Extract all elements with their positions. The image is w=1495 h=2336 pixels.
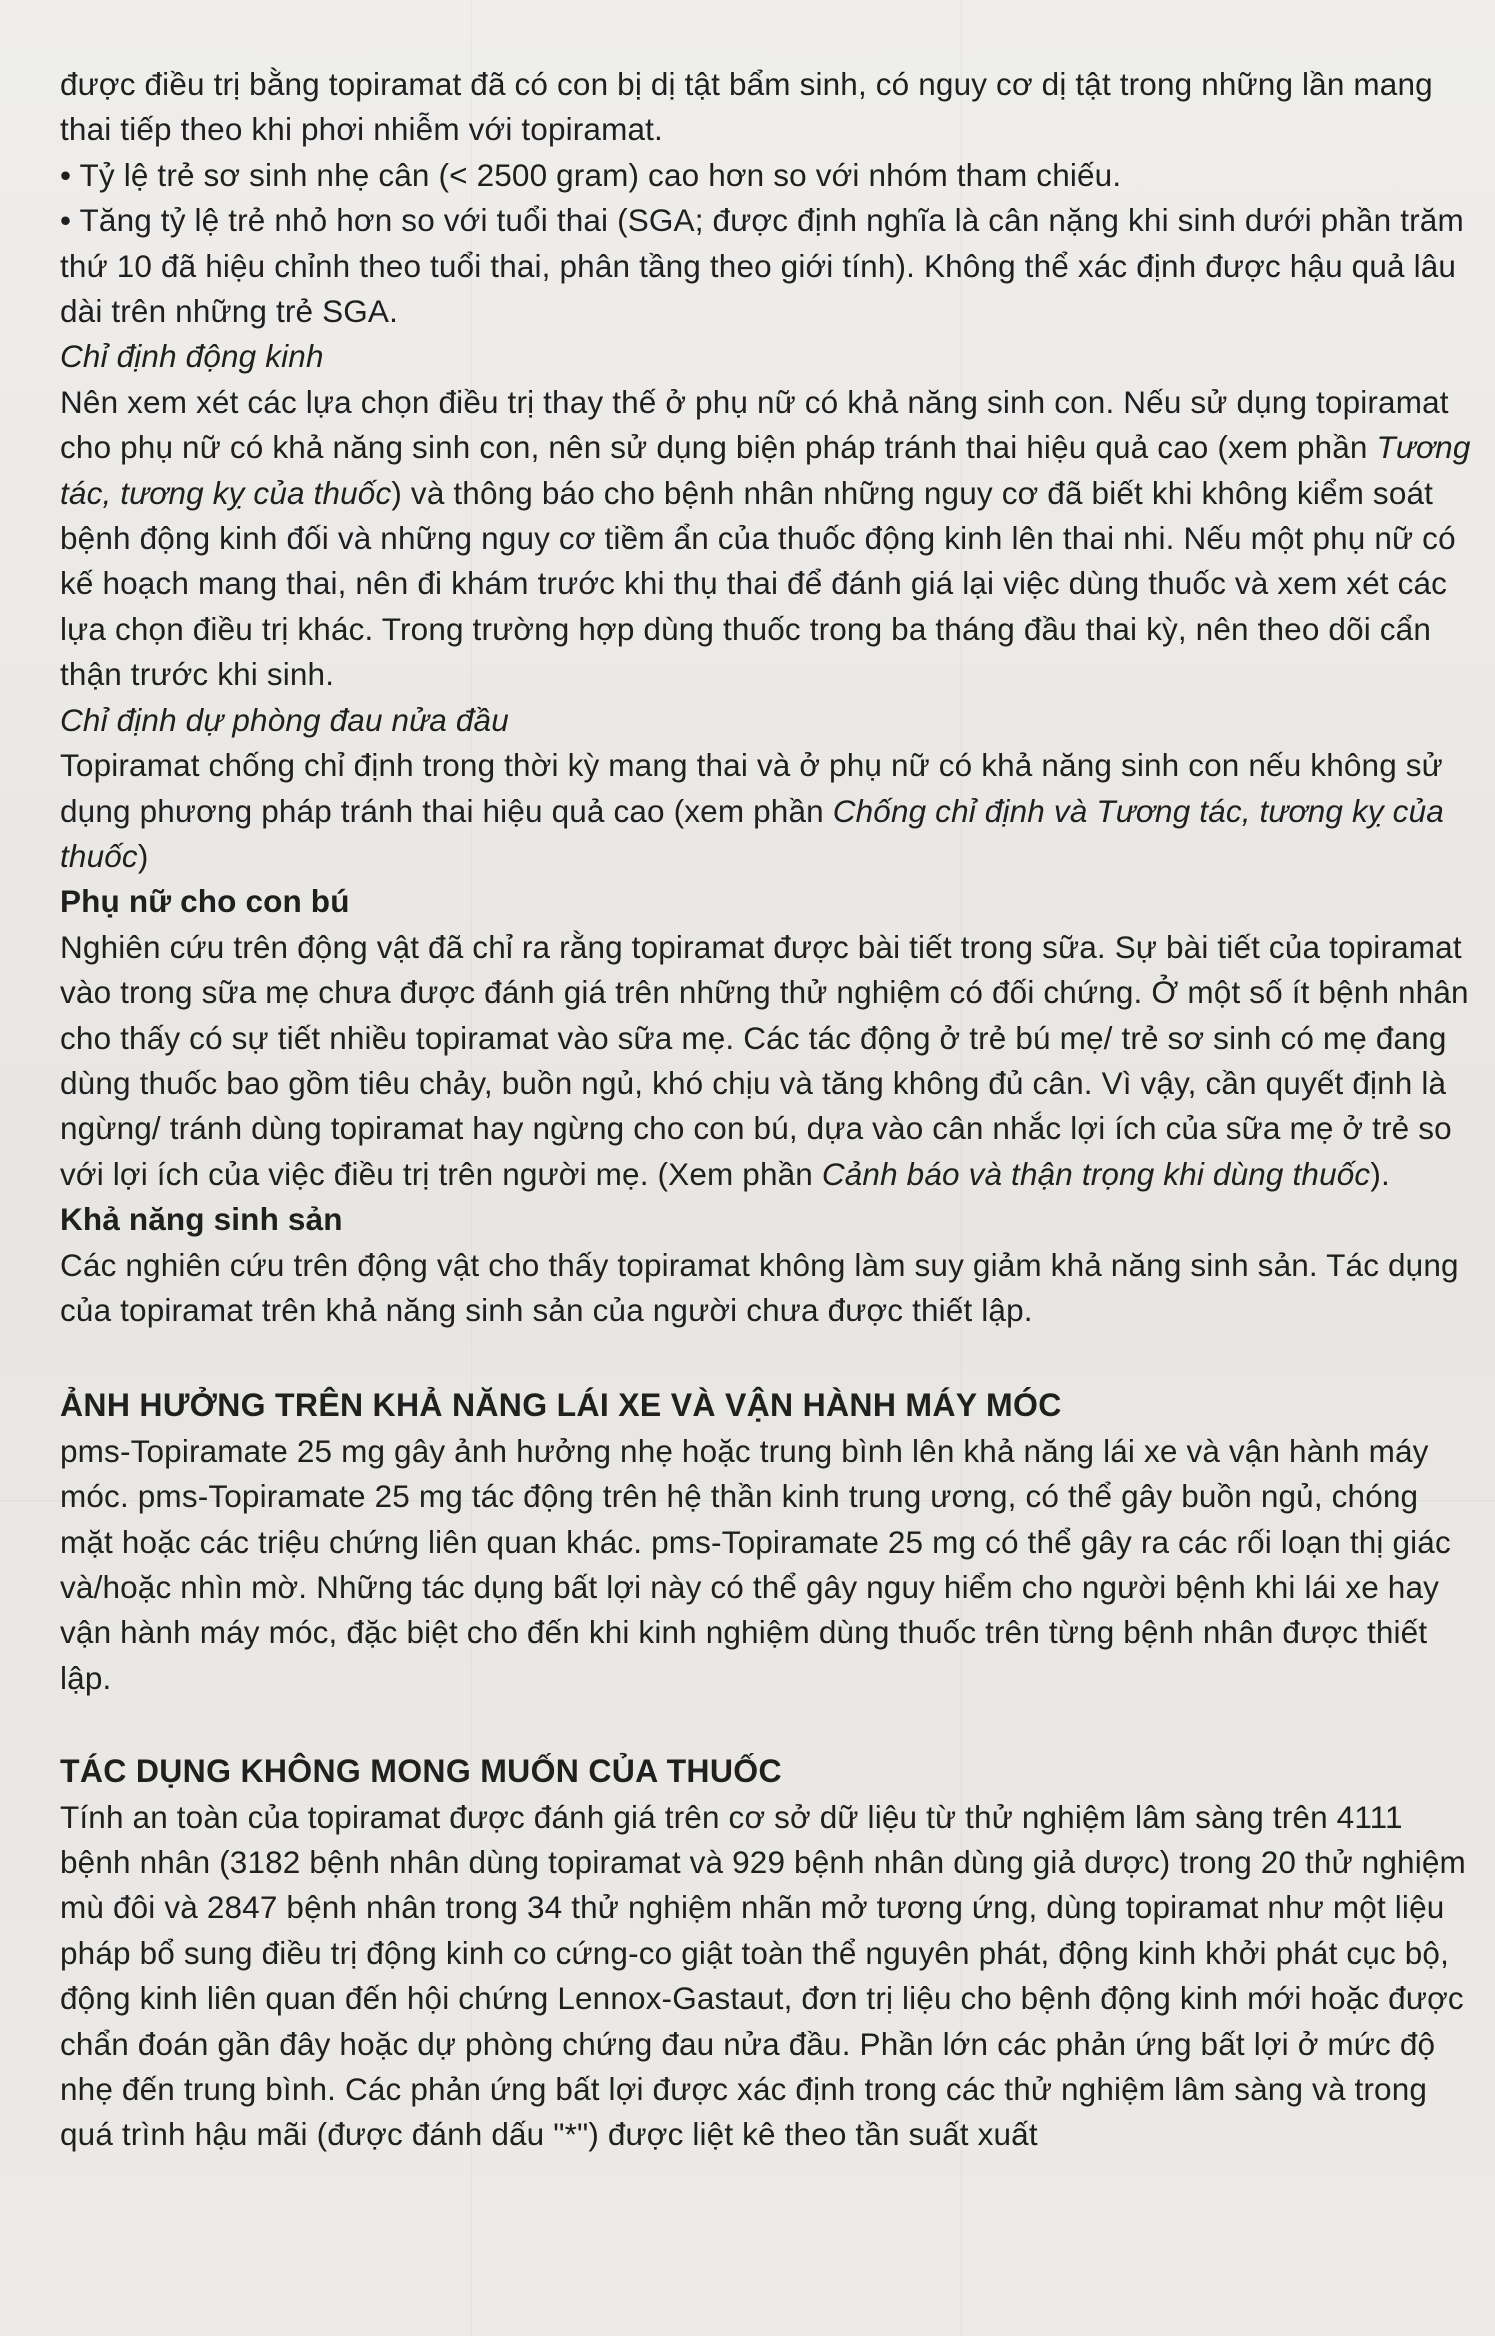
breastfeeding-cross-reference: Cảnh báo và thận trọng khi dùng thuốc <box>821 1155 1371 1192</box>
fertility-heading: Khả năng sinh sản <box>60 1201 343 1238</box>
breastfeeding-text-part2: ). <box>1370 1155 1390 1192</box>
fertility-paragraph: Các nghiên cứu trên động vật cho thấy topiramat không làm suy giảm khả năng sinh sản. Tác dụng của topiramat trên khả năng sinh sản của người chưa được thiết lập. <box>60 1246 1459 1328</box>
epilepsy-text-part1: Nên xem xét các lựa chọn điều trị thay thế ở phụ nữ có khả năng sinh con. Nếu sử dụng topiramat cho phụ nữ có khả năng sinh con, nên sử dụng biện pháp tránh thai hiệu quả cao (xem phần <box>60 383 1449 466</box>
epilepsy-text-part2: ) và thông báo cho bệnh nhân những nguy cơ đã biết khi không kiểm soát bệnh động kinh đối và những nguy cơ tiềm ẩn của thuốc động kinh lên thai nhi. Nếu một phụ nữ có kế hoạch mang thai, nên đi khám trước khi thụ thai để đánh giá lại việc dùng thuốc và xem xét các lựa chọn điều trị khác. Trong trường hợp dùng thuốc trong ba tháng đầu thai kỳ, nên theo dõi cẩn thận trước khi sinh. <box>60 474 1456 693</box>
pregnancy-paragraph: được điều trị bằng topiramat đã có con bị dị tật bẩm sinh, có nguy cơ dị tật trong những lần mang thai tiếp theo khi phơi nhiễm với topiramat. <box>60 66 1433 148</box>
leaflet-text-column <box>60 62 1472 2158</box>
migraine-subheading: Chỉ định dự phòng đau nửa đầu <box>60 701 509 738</box>
epilepsy-paragraph <box>60 380 1472 698</box>
breastfeeding-text-part1: Nghiên cứu trên động vật đã chỉ ra rằng topiramat được bài tiết trong sữa. Sự bài tiết của topiramat vào trong sữa mẹ chưa được đánh giá trên những thử nghiệm có đối chứng. Ở một số ít bệnh nhân cho thấy có sự tiết nhiều topiramat vào sữa mẹ. Các tác động ở trẻ bú mẹ/ trẻ sơ sinh có mẹ đang dùng thuốc bao gồm tiêu chảy, buồn ngủ, khó chịu và tăng không đủ cân. Vì vậy, cần quyết định là ngừng/ tránh dùng topiramat hay ngừng cho con bú, dựa vào cân nhắc lợi ích của sữa mẹ ở trẻ so với lợi ích của việc điều trị trên người mẹ. (Xem phần <box>60 928 1469 1192</box>
driving-paragraph: pms-Topiramate 25 mg gây ảnh hưởng nhẹ hoặc trung bình lên khả năng lái xe và vận hành máy móc. pms-Topiramate 25 mg tác động trên hệ thần kinh trung ương, có thể gây buồn ngủ, chóng mặt hoặc các triệu chứng liên quan khác. pms-Topiramate 25 mg có thể gây ra các rối loạn thị giác và/hoặc nhìn mờ. Những tác dụng bất lợi này có thể gây nguy hiểm cho người bệnh khi lái xe hay vận hành máy móc, đặc biệt cho đến khi kinh nghiệm dùng thuốc trên từng bệnh nhân được thiết lập. <box>60 1432 1451 1696</box>
migraine-text-part1: Topiramat chống chỉ định trong thời kỳ mang thai và ở phụ nữ có khả năng sinh con nếu không sử dụng phương pháp tránh thai hiệu quả cao (xem phần <box>60 747 1443 829</box>
adverse-effects-section-heading: TÁC DỤNG KHÔNG MONG MUỐN CỦA THUỐC <box>60 1753 782 1790</box>
migraine-cross-reference: Chống chỉ định và Tương tác, tương kỵ của thuốc <box>60 792 1444 874</box>
epilepsy-cross-reference: Tương tác, tương kỵ của thuốc <box>60 429 1471 511</box>
breastfeeding-heading: Phụ nữ cho con bú <box>60 883 350 920</box>
migraine-paragraph <box>60 743 1472 879</box>
driving-section-heading: ẢNH HƯỞNG TRÊN KHẢ NĂNG LÁI XE VÀ VẬN HÀNH MÁY MÓC <box>60 1387 1062 1424</box>
pregnancy-bullet-sga: • Tăng tỷ lệ trẻ nhỏ hơn so với tuổi thai (SGA; được định nghĩa là cân nặng khi sinh dưới phần trăm thứ 10 đã hiệu chỉnh theo tuổi thai, phân tầng theo giới tính). Không thể xác định được hậu quả lâu dài trên những trẻ SGA. <box>60 202 1464 330</box>
epilepsy-subheading: Chỉ định động kinh <box>60 338 324 375</box>
pregnancy-bullet-low-birth-weight: • Tỷ lệ trẻ sơ sinh nhẹ cân (< 2500 gram) cao hơn so với nhóm tham chiếu. <box>60 156 1122 193</box>
adverse-effects-paragraph: Tính an toàn của topiramat được đánh giá trên cơ sở dữ liệu từ thử nghiệm lâm sàng trên 4111 bệnh nhân (3182 bệnh nhân dùng topiramat và 929 bệnh nhân dùng giả dược) trong 20 thử nghiệm mù đôi và 2847 bệnh nhân trong 34 thử nghiệm nhãn mở tương ứng, dùng topiramat như một liệu pháp bổ sung điều trị động kinh co cứng-co giật toàn thể nguyên phát, động kinh khởi phát cục bộ, động kinh liên quan đến hội chứng Lennox-Gastaut, đơn trị liệu cho bệnh động kinh mới hoặc được chẩn đoán gần đây hoặc dự phòng chứng đau nửa đầu. Phần lớn các phản ứng bất lợi ở mức độ nhẹ đến trung bình. Các phản ứng bất lợi được xác định trong các thử nghiệm lâm sàng và trong quá trình hậu mãi (được đánh dấu "*") được liệt kê theo tần suất xuất <box>60 1798 1466 2153</box>
migraine-text-part2: ) <box>137 837 149 874</box>
breastfeeding-paragraph <box>60 925 1472 1197</box>
